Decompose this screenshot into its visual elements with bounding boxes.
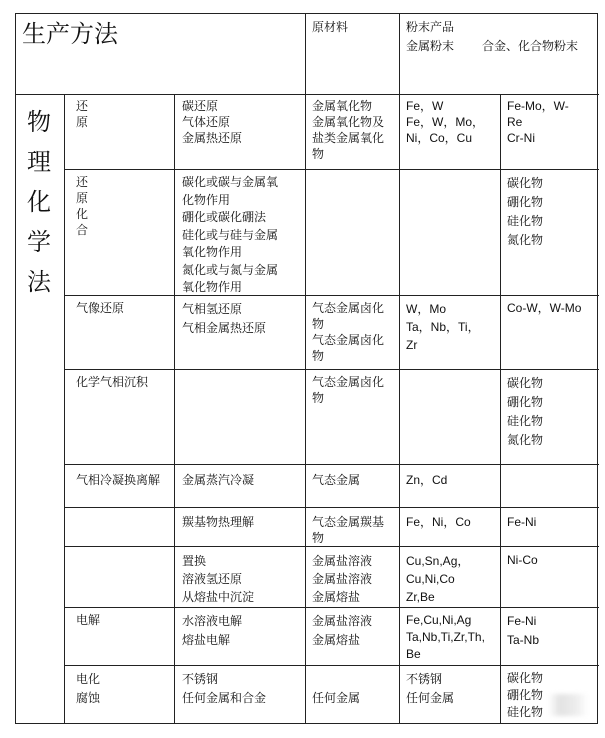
row-method: 电解 xyxy=(76,613,101,627)
row-method: 化学气相沉积 xyxy=(76,375,149,389)
row-material: 气态金属 xyxy=(312,473,361,487)
row-divider xyxy=(64,169,599,170)
category-label: 物 理 化 学 法 xyxy=(27,108,51,296)
row-method: 还 原 化 合 xyxy=(76,175,89,237)
row-alloy-powder: Fe-Ni xyxy=(507,515,537,529)
row-material: 金属氧化物 金属氧化物及 盐类金属氧化 物 xyxy=(312,99,385,161)
col-divider xyxy=(174,94,175,724)
row-alloy-powder: Co-W，W-Mo xyxy=(507,301,582,315)
row-material: 气态金属卤化 物 xyxy=(312,375,385,405)
row-alloy-powder: Ni-Co xyxy=(507,553,538,567)
header-powder-product: 粉末产品 xyxy=(406,20,455,34)
header-alloy-powder: 合金、化合物粉末 xyxy=(482,39,579,53)
row-material: 气态金属羰基 物 xyxy=(312,515,385,545)
row-metal-powder: Fe，W Fe，W，Mo， Ni，Co，Cu xyxy=(406,99,485,145)
row-divider xyxy=(64,546,599,547)
col-divider xyxy=(305,14,306,724)
row-alloy-powder: 碳化物 硼化物 硅化物 氮化物 xyxy=(507,376,544,447)
row-sub-method: 碳还原 气体还原 金属热还原 xyxy=(182,99,243,145)
row-method: 气像还原 xyxy=(76,301,125,315)
row-method: 气相冷凝换离解 xyxy=(76,473,161,487)
row-sub-method: 水溶液电解 熔盐电解 xyxy=(182,614,243,647)
row-material: 金属盐溶液 金属熔盐 xyxy=(312,614,373,647)
row-sub-method: 不锈钢 任何金属和合金 xyxy=(182,672,267,705)
row-sub-method: 羰基物热理解 xyxy=(182,515,255,529)
header-metal-powder: 金属粉末 xyxy=(406,39,455,53)
row-divider xyxy=(64,507,599,508)
row-metal-powder: Zn，Cd xyxy=(406,473,448,487)
row-metal-powder: Fe,Cu,Ni,Ag Ta,Nb,Ti,Zr,Th, Be xyxy=(406,613,485,661)
row-divider xyxy=(64,607,599,608)
row-divider xyxy=(64,369,599,370)
row-sub-method: 气相氢还原 气相金属热还原 xyxy=(182,302,267,335)
row-divider xyxy=(64,464,599,465)
row-metal-powder: Cu,Sn,Ag， Cu,Ni,Co Zr,Be xyxy=(406,554,470,604)
row-metal-powder: 不锈钢 任何金属 xyxy=(406,672,455,705)
row-alloy-powder: Fe-Mo，W- Re Cr-Ni xyxy=(507,99,569,145)
row-divider xyxy=(64,665,599,666)
col-divider xyxy=(64,94,65,724)
row-material: 金属盐溶液 金属盐溶液 金属熔盐 xyxy=(312,554,373,604)
col-divider xyxy=(399,14,400,724)
row-alloy-powder: 碳化物 硼化物 硅化物 xyxy=(507,671,544,719)
row-metal-powder: W，Mo Ta，Nb，Ti， Zr xyxy=(406,302,480,352)
row-alloy-powder: Fe-Ni Ta-Nb xyxy=(507,614,540,647)
row-material: 气态金属卤化 物 气态金属卤化 物 xyxy=(312,301,385,363)
watermark-blur xyxy=(548,694,588,716)
row-sub-method: 置换 溶液氢还原 从熔盐中沉淀 xyxy=(182,554,255,604)
row-divider xyxy=(16,94,599,95)
row-metal-powder: Fe，Ni，Co xyxy=(406,515,471,529)
row-divider xyxy=(64,295,599,296)
row-alloy-powder: 碳化物 硼化物 硅化物 氮化物 xyxy=(507,176,544,247)
row-sub-method: 碳化或碳与金属氧 化物作用 硼化或碳化硼法 硅化或与硅与金属 氧化物作用 氮化或与氮与金属 氧化物作用 xyxy=(182,175,279,294)
row-material: 任何金属 xyxy=(312,691,361,705)
row-method: 电化 腐蚀 xyxy=(76,672,101,705)
header-title: 生产方法 xyxy=(22,20,118,48)
powder-production-table xyxy=(15,13,598,724)
row-sub-method: 金属蒸汽冷凝 xyxy=(182,473,255,487)
header-raw-material: 原材料 xyxy=(312,20,349,34)
row-method: 还 原 xyxy=(76,99,89,129)
col-divider xyxy=(500,94,501,724)
